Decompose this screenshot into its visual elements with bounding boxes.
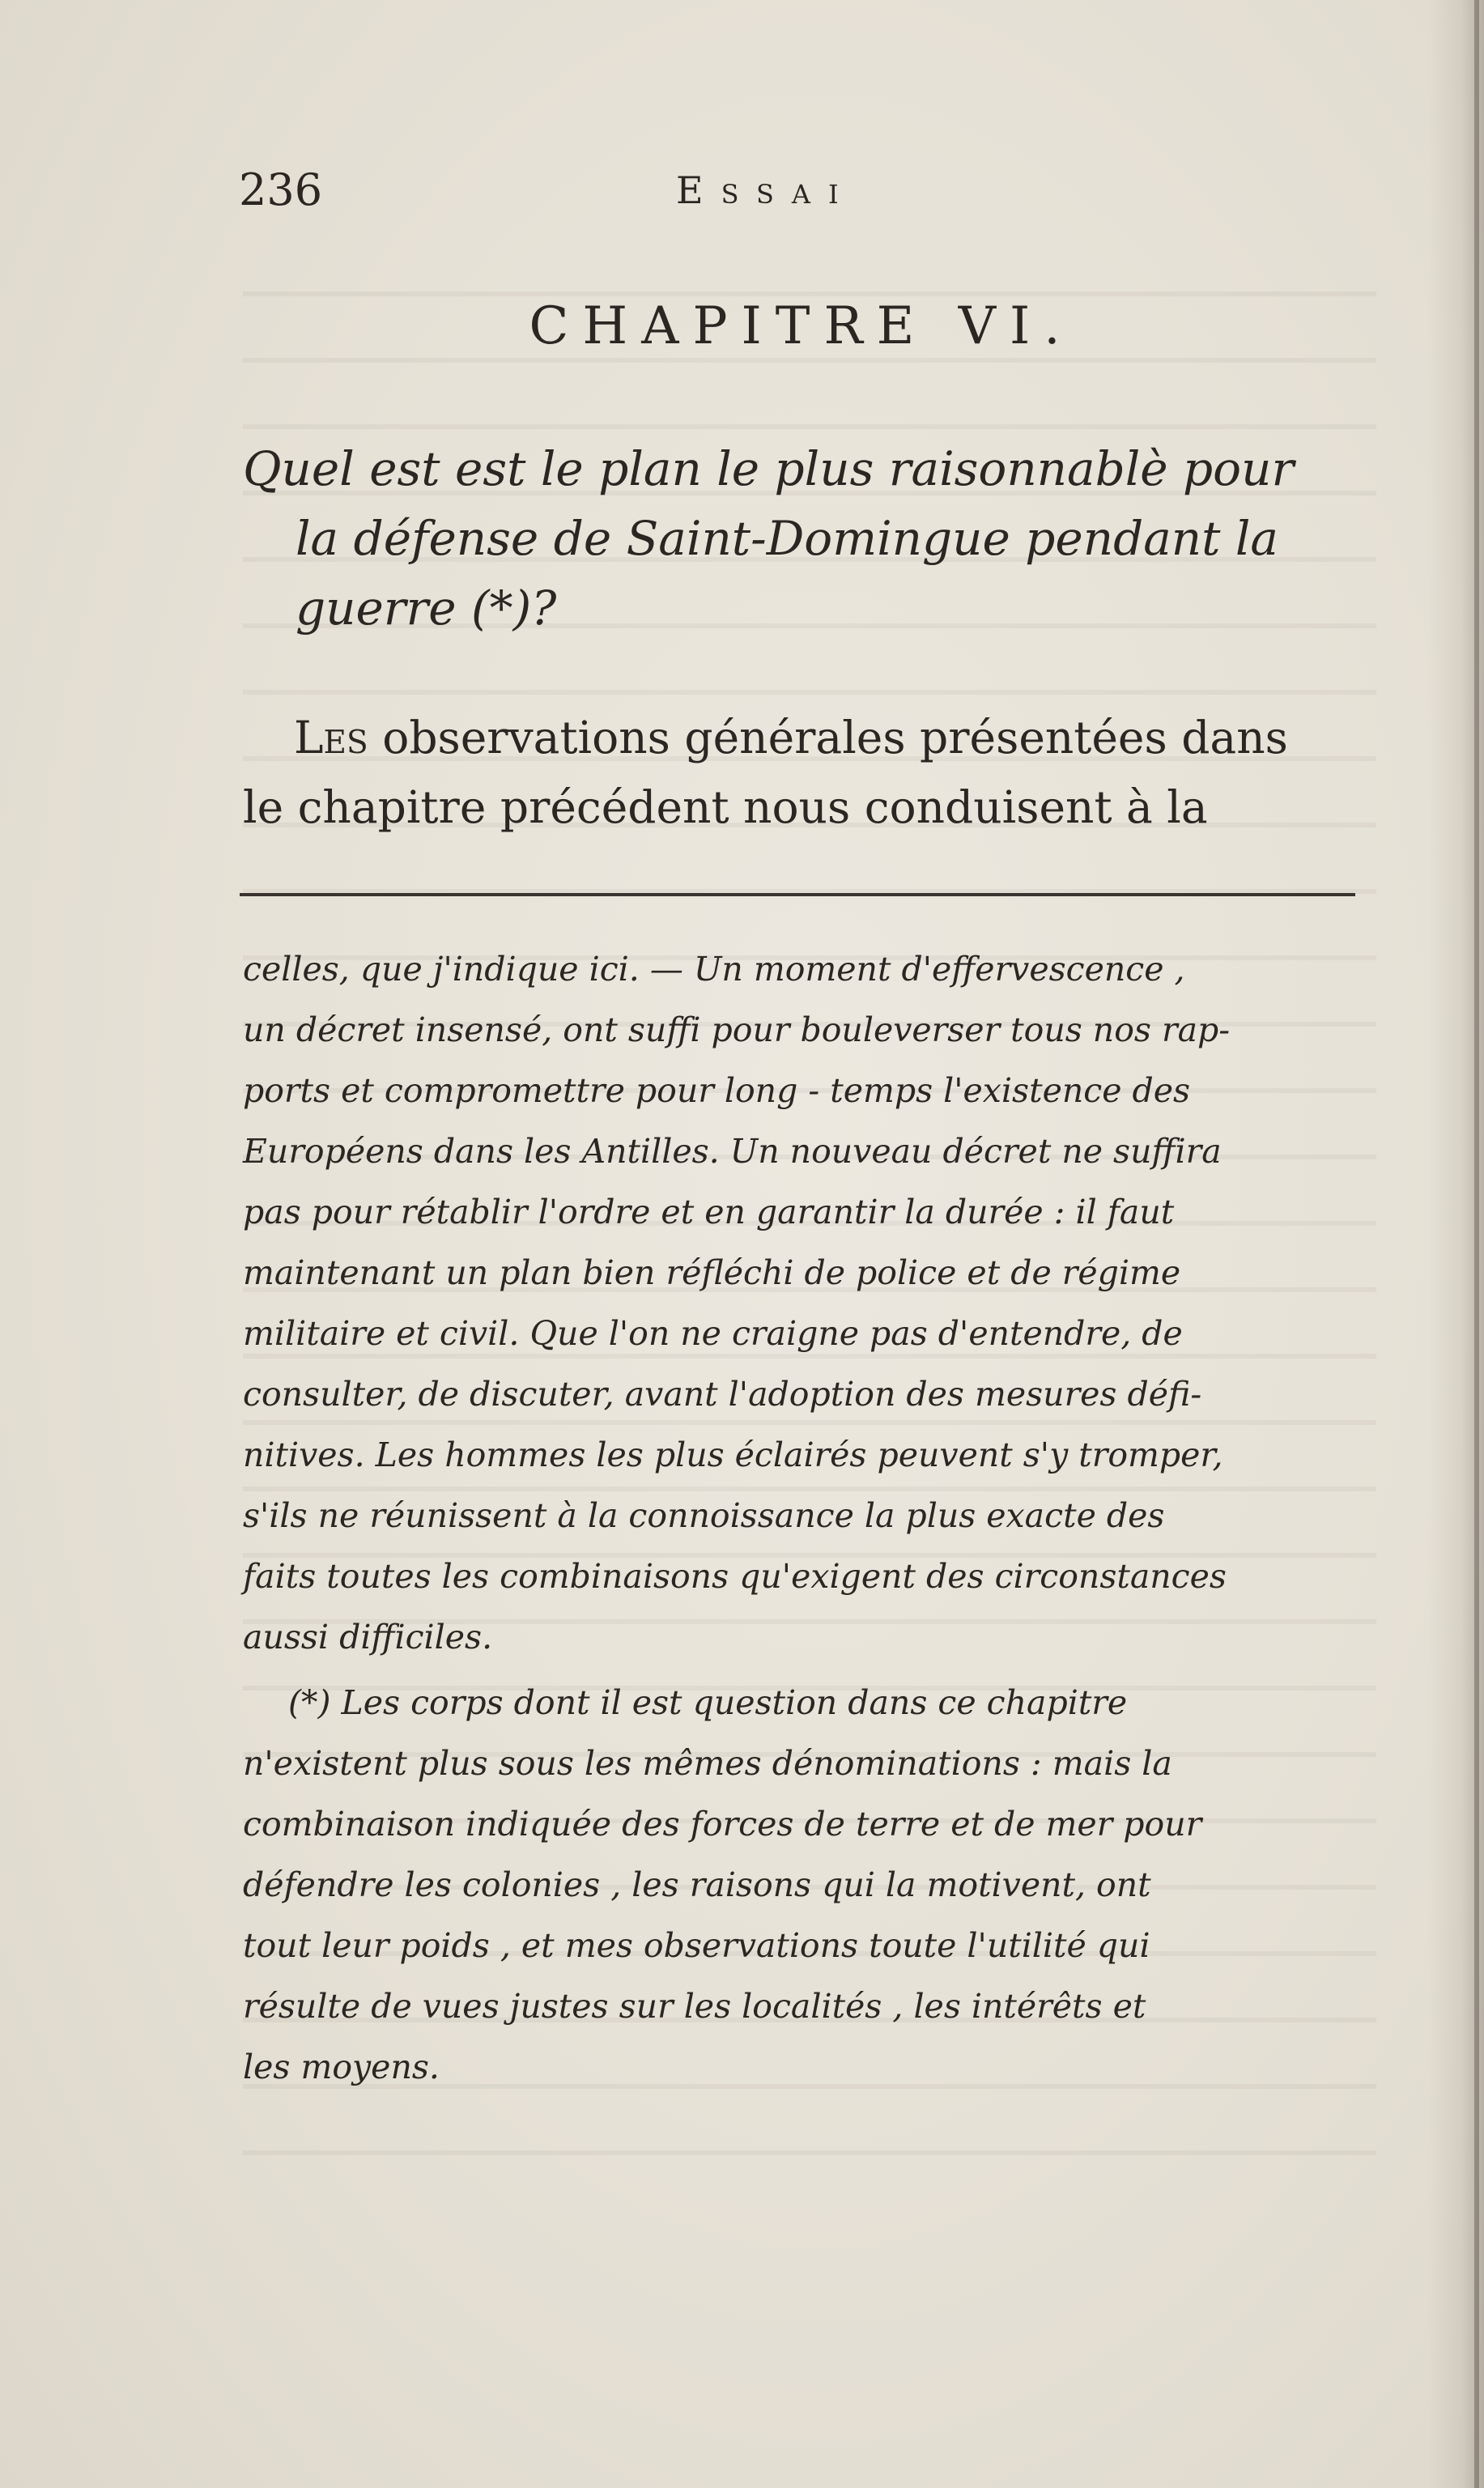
footnote-line: combinaison indiquée des forces de terre et de mer pour [243,1805,1202,1844]
body-line [243,703,1368,772]
footnote-line: pas pour rétablir l'ordre et en garantir la durée : il faut [243,1193,1175,1231]
running-title: Essai [676,168,857,212]
footnote-line: ports et compromettre pour long - temps l'existence des [243,1071,1191,1110]
heading-line: la défense de Saint-Domingue pendant la [296,511,1279,566]
footnote-line: maintenant un plan bien réfléchi de police et de régime [243,1253,1181,1292]
footnote-line: consulter, de discuter, avant l'adoption des mesures défi- [243,1375,1202,1414]
page-edge [1474,0,1479,2488]
footnote-continued [243,939,1368,1668]
footnote-line: tout leur poids , et mes observations toute l'utilité qui [243,1926,1150,1965]
footnote-line: n'existent plus sous les mêmes dénominations : mais la [243,1744,1172,1783]
footnote-line: les moyens. [243,2048,440,2086]
heading-line: guerre (*)? [296,581,557,636]
footnote-line: militaire et civil. Que l'on ne craigne pas d'entendre, de [243,1314,1183,1353]
body-line-rest: observations générales présentées dans [368,712,1288,763]
footnote-line: nitives. Les hommes les plus éclairés peuvent s'y tromper, [243,1435,1223,1474]
footnote-line: faits toutes les combinaisons qu'exigent des circonstances [243,1557,1227,1596]
footnote-line: s'ils ne réunissent à la connoissance la plus exacte des [243,1496,1165,1535]
lead-word: Les [294,712,368,763]
footnote-rule [240,893,1355,896]
footnote-star [243,1673,1368,2098]
heading-line: Quel est est le plan le plus raisonnablè pour [243,441,1295,496]
footnote-line: un décret insensé, ont suffi pour bouleverser tous nos rap- [243,1010,1231,1049]
chapter-title: CHAPITRE VI. [529,296,1074,356]
footnote-line: résulte de vues justes sur les localités , les intérêts et [243,1987,1146,2026]
page-number: 236 [239,164,323,215]
footnote-line: défendre les colonies , les raisons qui la motivent, ont [243,1865,1151,1904]
page-header [239,162,1364,227]
body-paragraph [243,703,1368,842]
footnote-line: Européens dans les Antilles. Un nouveau décret ne suffira [243,1132,1222,1171]
footnote-line: celles, que j'indique ici. — Un moment d'effervescence , [243,950,1185,989]
footnotes [243,939,1368,2098]
chapter-heading [243,434,1368,643]
footnote-line: (*) Les corps dont il est question dans ce chapitre [288,1683,1128,1722]
body-line: le chapitre précédent nous conduisent à la [243,781,1208,833]
footnote-line: aussi difficiles. [243,1618,493,1657]
